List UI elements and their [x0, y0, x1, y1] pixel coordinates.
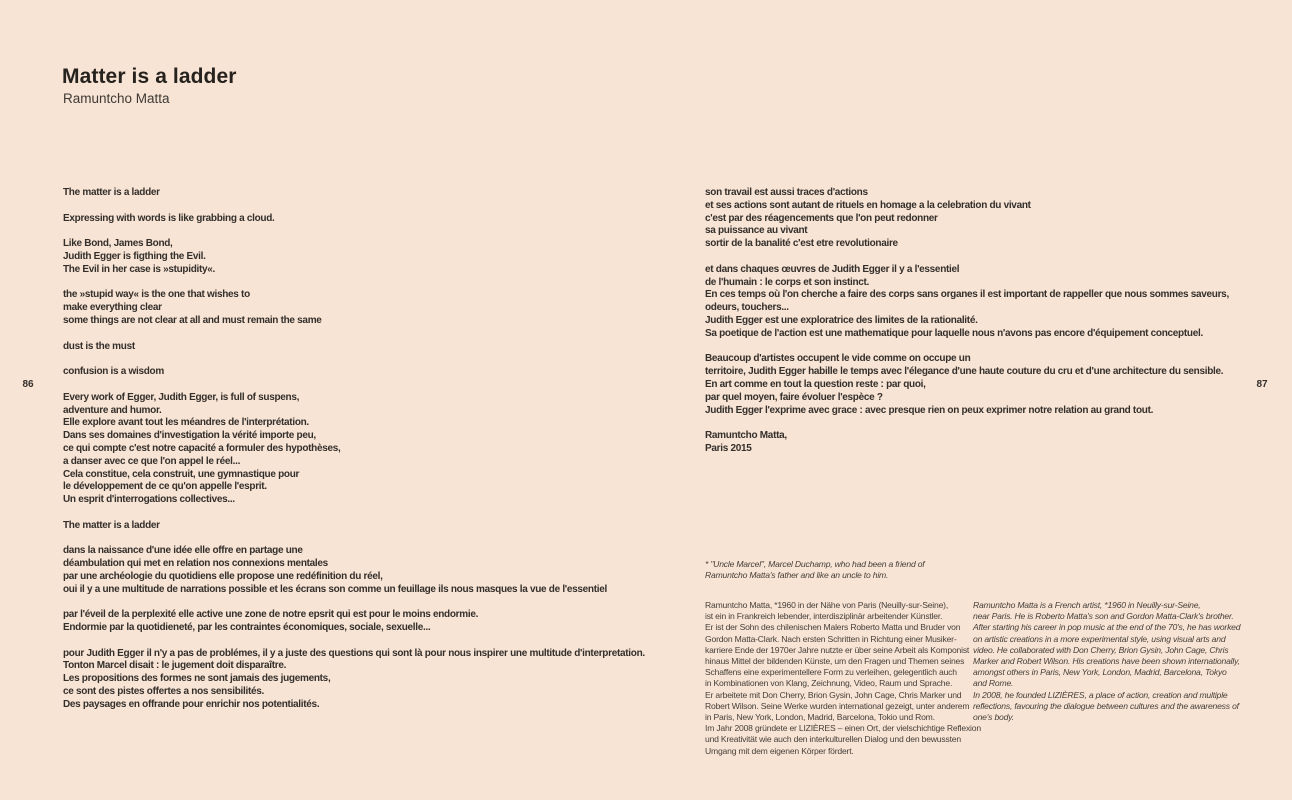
poem-line: et dans chaques œuvres de Judith Egger il y a l'essentiel [705, 263, 960, 275]
stanza [705, 187, 1229, 251]
poem-line: Elle explore avant tout les méandres de l'interprétation. [63, 417, 309, 429]
text-line: on artistic creations in a more experimental style, using visual arts and [973, 633, 1226, 644]
poem-line: Un esprit d'interrogations collectives... [63, 494, 235, 506]
text-line: hinaus Mittel der bildenden Künste, um den Fragen und Themen seines [705, 656, 965, 667]
page-number-right: 87 [1256, 379, 1268, 390]
stanza [63, 609, 645, 635]
poem-line: Ramuntcho Matta, [705, 430, 787, 442]
poem-line: par l'éveil de la perplexité elle active une zone de notre epsrit qui est pour le moins endormie. [63, 609, 479, 621]
poem-line: Expressing with words is like grabbing a cloud. [63, 212, 275, 224]
poem-line: par quel moyen, faire évoluer l'espèce ? [705, 391, 883, 403]
poem-line: sortir de la banalité c'est etre revolutionaire [705, 238, 898, 250]
poem-line: En art comme en tout la question reste : par quoi, [705, 378, 926, 390]
poem-line: Endormie par la quotidieneté, par les contraintes économiques, sociale, sexuelle... [63, 622, 431, 634]
bio-english [973, 600, 1240, 723]
poem-line: Les propositions des formes ne sont jamais des jugements, [63, 673, 331, 685]
poem-line: Judith Egger is figthing the Evil. [63, 250, 206, 262]
text-line: in Kombinationen von Klang, Zeichnung, Video, Raum und Sprache. [705, 678, 953, 689]
right-poem-text [705, 187, 1229, 469]
stanza [63, 392, 645, 507]
poem-line: territoire, Judith Egger habille le temps avec l'élegance d'une haute couture du cru et d'une architecture du sensible. [705, 366, 1224, 378]
poem-line: Tonton Marcel disait : le jugement doit disparaître. [63, 660, 287, 672]
poem-line: The matter is a ladder [63, 519, 160, 531]
stanza [705, 264, 1229, 341]
text-line: * "Uncle Marcel", Marcel Duchamp, who had been a friend of [705, 559, 925, 569]
text-line: ist ein in Frankreich lebender, interdisziplinär arbeitender Künstler. [705, 611, 943, 622]
footnote [705, 559, 924, 582]
poem-line: son travail est aussi traces d'actions [705, 187, 868, 198]
poem-line: Judith Egger est une exploratrice des limites de la rationalité. [705, 314, 978, 326]
stanza [63, 545, 645, 596]
poem-line: make everything clear [63, 302, 162, 314]
text-line: and Rome. [973, 678, 1014, 689]
poem-line: c'est par des réagencements que l'on peut redonner [705, 212, 938, 224]
text-line: reflections, favouring the dialogue between cultures and the awareness of [973, 700, 1239, 711]
poem-line: adventure and humor. [63, 404, 162, 416]
text-line: near Paris. He is Roberto Matta's son and Gordon Matta-Clark's brother. [973, 611, 1234, 622]
stanza [705, 353, 1229, 417]
text-line: karriere Ende der 1970er Jahre nutzte er über seine Arbeit als Komponist [705, 644, 970, 655]
text-line: Marker and Robert Wilson. His creations have been shown internationally, [973, 656, 1240, 667]
bio-german [705, 600, 981, 757]
stanza [63, 648, 645, 712]
text-line: in Paris, New York, London, Madrid, Barcelona, Tokio und Rom. [705, 712, 935, 723]
text-line: Ramuntcho Matta, *1960 in der Nähe von Paris (Neuilly-sur-Seine), [705, 600, 949, 610]
text-line: In 2008, he founded LIZIÈRES, a place of action, creation and multiple [973, 689, 1228, 700]
poem-line: de l'humain : le corps et son instinct. [705, 276, 870, 288]
poem-line: dust is the must [63, 340, 135, 352]
poem-line: dans la naissance d'une idée elle offre en partage une [63, 545, 303, 557]
poem-line: a danser avec ce que l'on appel le réel... [63, 455, 241, 467]
text-line: Robert Wilson. Seine Werke wurden international gezeigt, unter anderem [705, 700, 970, 711]
poem-line: ce sont des pistes offertes a nos sensibilités. [63, 686, 264, 698]
poem-line: par une archéologie du quotidiens elle propose une redéfinition du réel, [63, 570, 383, 582]
text-line: Er ist der Sohn des chilenischen Malers Roberto Matta und Bruder von [705, 622, 961, 633]
text-line: Ramuntcho Matta is a French artist, *1960 in Neuilly-sur-Seine, [973, 600, 1201, 610]
poem-line: Like Bond, James Bond, [63, 238, 173, 250]
poem-line: Sa poetique de l'action est une mathematique pour laquelle nous n'avons pas encore d'équipement conceptuel. [705, 327, 1203, 339]
text-line: amongst others in Paris, New York, London, Madrid, Barcelona, Tokyo [973, 667, 1227, 678]
poem-line: En ces temps où l'on cherche a faire des corps sans organes il est important de rappeller que nous sommes saveurs, [705, 289, 1229, 301]
stanza [63, 366, 645, 379]
stanza [63, 187, 645, 200]
text-line: Umgang mit dem eigenen Körper fördert. [705, 745, 854, 756]
poem-line: the »stupid way« is the one that wishes to [63, 289, 250, 301]
poem-line: Des paysages en offrande pour enrichir nos potentialités. [63, 698, 320, 710]
page-title: Matter is a ladder [62, 65, 237, 89]
poem-line: déambulation qui met en relation nos connexions mentales [63, 558, 328, 570]
poem-line: ce qui compte c'est notre capacité a formuler des hypothèses, [63, 442, 341, 454]
poem-line: Judith Egger l'exprime avec grace : avec presque rien on peux exprimer notre relation au grand tout. [705, 404, 1154, 416]
poem-line: confusion is a wisdom [63, 366, 164, 378]
text-line: Schaffens eine experimentellere Form zu verleihen, gelegentlich auch [705, 667, 957, 678]
poem-line: le développement de ce qu'on appelle l'esprit. [63, 481, 267, 493]
text-line: Er arbeitete mit Don Cherry, Brion Gysin, John Cage, Chris Marker und [705, 689, 962, 700]
text-line: Ramuntcho Matta's father and like an uncle to him. [705, 570, 889, 581]
poem-line: The matter is a ladder [63, 187, 160, 198]
page-number-left: 86 [22, 379, 34, 390]
poem-line: Cela constitue, cela construit, une gymnastique pour [63, 468, 300, 480]
stanza [705, 430, 1229, 456]
stanza [63, 520, 645, 533]
poem-line: Paris 2015 [705, 442, 752, 454]
author-name: Ramuntcho Matta [63, 91, 170, 106]
poem-line: sa puissance au vivant [705, 225, 808, 237]
text-line: one's body. [973, 712, 1014, 723]
poem-line: some things are not clear at all and must remain the same [63, 314, 322, 326]
stanza [63, 341, 645, 354]
poem-line: et ses actions sont autant de rituels en homage a la celebration du vivant [705, 199, 1031, 211]
stanza [63, 289, 645, 327]
poem-line: pour Judith Egger il n'y a pas de problémes, il y a juste des questions qui sont là pour nous inspirer une multitude d'interpretation. [63, 647, 645, 659]
poem-line: oui il y a une multitude de narrations possible et les écrans son comme un feuillage ils nous masques la vue de l'essentiel [63, 583, 607, 595]
poem-line: odeurs, touchers... [705, 302, 789, 314]
poem-line: Beaucoup d'artistes occupent le vide comme on occupe un [705, 353, 971, 365]
text-line: und Kreativität wie auch den interkulturellen Dialog und den bewussten [705, 734, 961, 745]
stanza [63, 238, 645, 276]
stanza [63, 213, 645, 226]
poem-line: The Evil in her case is »stupidity«. [63, 263, 216, 275]
poem-line: Every work of Egger, Judith Egger, is full of suspens, [63, 391, 300, 403]
text-line: Im Jahr 2008 gründete er LIZIÈRES – einen Ort, der vielschichtige Reflexion [705, 723, 981, 734]
left-poem-text [63, 187, 645, 724]
text-line: After starting his career in pop music at the end of the 70's, he has worked [973, 622, 1241, 633]
poem-line: Dans ses domaines d'investigation la vérité importe peu, [63, 430, 316, 442]
text-line: Gordon Matta-Clark. Nach ersten Schritten in Richtung einer Musiker- [705, 633, 957, 644]
text-line: video. He collaborated with Don Cherry, Brion Gysin, John Cage, Chris [973, 644, 1229, 655]
